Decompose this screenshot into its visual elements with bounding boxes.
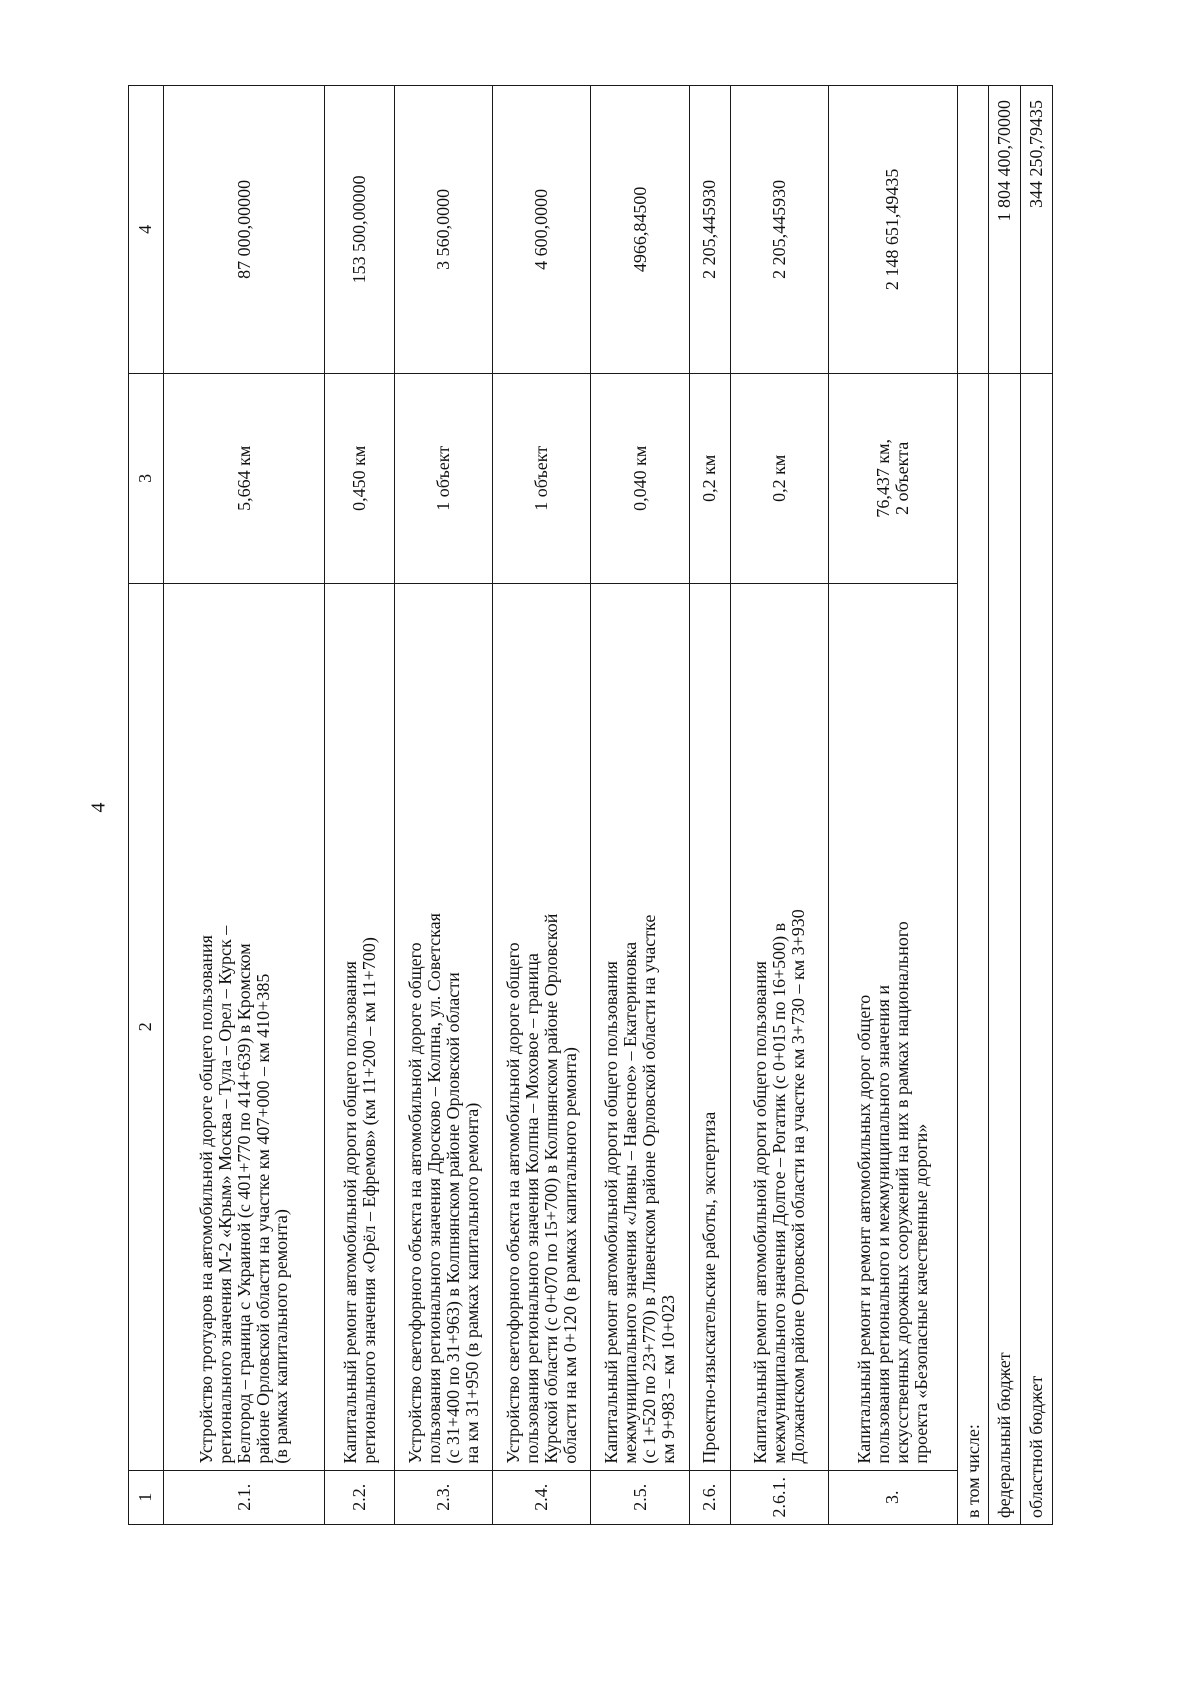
row-number-cell: 2.1.	[163, 1470, 325, 1524]
table-row	[689, 86, 730, 1525]
quantity-cell: 1 объект	[493, 373, 591, 583]
amount-cell: 2 205,445930	[689, 86, 730, 374]
description-cell	[395, 583, 493, 1470]
table-row	[828, 86, 957, 1525]
header-cell: 3	[129, 373, 164, 583]
description-cell	[828, 583, 957, 1470]
description-cell	[163, 583, 325, 1470]
row-number-cell: 2.5.	[591, 1470, 689, 1524]
header-cell: 4	[129, 86, 164, 374]
table-row	[591, 86, 689, 1525]
quantity-cell: 0,040 км	[591, 373, 689, 583]
description-line: пользования регионального и межмуниципального значения и	[872, 984, 893, 1464]
description-line: Капитальный ремонт автомобильной дороги общего пользования	[339, 961, 360, 1464]
description-line: Белгород – граница с Украиной (с 401+770 по 414+639) в Кромском	[233, 943, 254, 1464]
in-total-row	[957, 86, 989, 1525]
description-line: (с 31+400 по 31+963) в Колпнянском районе Орловской области	[442, 972, 463, 1464]
description-line: Проектно-изыскательские работы, экспертиза	[699, 1111, 720, 1464]
description-cell	[689, 583, 730, 1470]
description-line: Курской области (с 0+070 по 15+700) в Колпнянском районе Орловской	[540, 913, 561, 1464]
description-line: Должанском районе Орловской области на участке км 3+730 – км 3+930	[787, 909, 808, 1464]
row-number-cell: 2.6.	[689, 1470, 730, 1524]
budget-table	[128, 85, 1053, 1525]
quantity-cell: 0,2 км	[689, 373, 730, 583]
table-row	[395, 86, 493, 1525]
description-line: Устройство тротуаров на автомобильной дороге общего пользования	[195, 935, 216, 1464]
budget-total-row	[1021, 86, 1053, 1525]
table-row	[493, 86, 591, 1525]
quantity-cell: 5,664 км	[163, 373, 325, 583]
description-line: проекта «Безопасные качественные дороги»	[910, 1123, 931, 1464]
description-line: пользования регионального значения Дросково – Колпна, ул. Советская	[423, 913, 444, 1464]
description-line: (с 1+520 по 23+770) в Ливенском районе Орловской области на участке	[639, 914, 660, 1464]
row-number-cell: 3.	[828, 1470, 957, 1524]
description-line: км 9+983 – км 10+023	[657, 1294, 678, 1464]
description-line: (в рамках капитального ремонта)	[271, 1209, 292, 1464]
description-line: межмуниципального значения Долгое – Рогатик (с 0+015 по 16+500) в	[768, 922, 789, 1464]
description-line: искусственных дорожных сооружений на них в рамках национального	[891, 921, 912, 1464]
quantity-cell: 76,437 км, 2 объекта	[828, 373, 957, 583]
amount-cell: 4 600,0000	[493, 86, 591, 374]
description-line: регионального значения М-2 «Крым» Москва – Тула – Орел – Курск –	[214, 925, 235, 1464]
description-cell	[730, 583, 828, 1470]
description-line: межмуниципального значения «Ливны – Навесное» – Екатериновка	[620, 941, 641, 1464]
empty-cell	[957, 86, 989, 374]
amount-cell: 4966,84500	[591, 86, 689, 374]
budget-total-row	[989, 86, 1021, 1525]
table-row	[325, 86, 395, 1525]
row-number-cell: 2.3.	[395, 1470, 493, 1524]
description-line: Устройство светофорного объекта на автомобильной дороге общего	[503, 942, 524, 1464]
description-line: районе Орловской области на участке км 407+000 – км 410+385	[252, 973, 273, 1464]
amount-cell: 87 000,00000	[163, 86, 325, 374]
budget-label: областной бюджет	[1021, 373, 1053, 1524]
table-header-row	[129, 86, 164, 1525]
rotated-table-container	[128, 85, 1053, 1525]
table-body	[129, 86, 1053, 1525]
amount-cell: 2 148 651,49435	[828, 86, 957, 374]
quantity-cell: 1 объект	[395, 373, 493, 583]
row-number-cell: 2.4.	[493, 1470, 591, 1524]
description-line: области на км 0+120 (в рамках капитального ремонта)	[559, 1047, 580, 1464]
header-cell: 2	[129, 583, 164, 1470]
row-number-cell: 2.6.1.	[730, 1470, 828, 1524]
amount-cell: 2 205,445930	[730, 86, 828, 374]
description-line: Капитальный ремонт и ремонт автомобильных дорог общего	[854, 994, 874, 1464]
page-number: 4	[87, 802, 110, 813]
description-cell	[493, 583, 591, 1470]
description-line: на км 31+950 (в рамках капитального ремонта)	[461, 1102, 482, 1464]
description-cell	[325, 583, 395, 1470]
budget-label: федеральный бюджет	[989, 373, 1021, 1524]
in-total-label: в том числе:	[957, 373, 989, 1524]
quantity-cell: 0,450 км	[325, 373, 395, 583]
description-line: пользования регионального значения Колпна – Моховое – граница	[521, 953, 542, 1464]
header-cell: 1	[129, 1470, 164, 1524]
quantity-cell: 0,2 км	[730, 373, 828, 583]
table-row	[163, 86, 325, 1525]
amount-cell: 3 560,0000	[395, 86, 493, 374]
description-line: Капитальный ремонт автомобильной дороги общего пользования	[601, 961, 622, 1464]
description-line: Устройство светофорного объекта на автомобильной дороге общего	[404, 942, 425, 1464]
budget-amount: 344 250,79435	[1021, 86, 1053, 374]
description-line: Капитальный ремонт автомобильной дороги общего пользования	[749, 961, 770, 1464]
budget-amount: 1 804 400,70000	[989, 86, 1021, 374]
row-number-cell: 2.2.	[325, 1470, 395, 1524]
description-line: регионального значения «Орёл – Ефремов» (км 11+200 – км 11+700)	[358, 937, 379, 1464]
table-row	[730, 86, 828, 1525]
description-cell	[591, 583, 689, 1470]
amount-cell: 153 500,00000	[325, 86, 395, 374]
